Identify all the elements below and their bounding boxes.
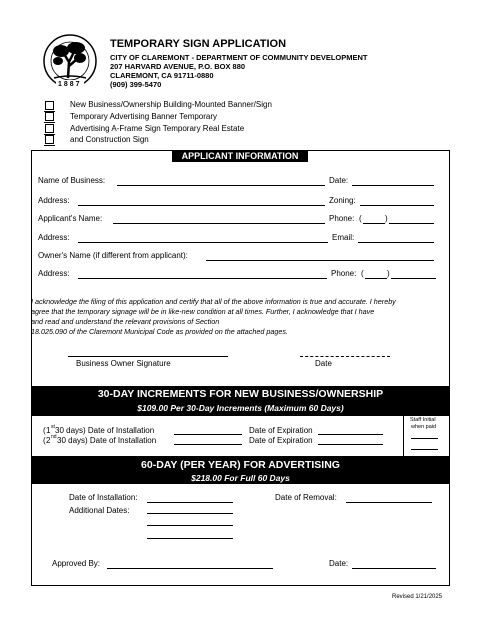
phone-paren-close: ) xyxy=(385,214,388,223)
row1-installation-field[interactable] xyxy=(174,434,242,435)
section-60day-header xyxy=(31,456,450,484)
approval-date-label: Date: xyxy=(329,559,349,568)
date-label: Date: xyxy=(329,176,349,185)
address2-label: Address: xyxy=(38,233,70,242)
row1-installation-label: 30 days) Date of Installation xyxy=(55,426,155,435)
staff-when-paid-label: when paid xyxy=(411,424,437,430)
revision-note: Revised 1/21/2025 xyxy=(392,594,443,600)
option-label-4: and Construction Sign xyxy=(70,135,149,144)
phone-label: Phone: xyxy=(329,214,355,223)
address3-label: Address: xyxy=(38,269,70,278)
phone2-paren-close: ) xyxy=(387,269,390,278)
row2-paren: ( xyxy=(43,436,46,445)
section-30day-title: 30-DAY INCREMENTS FOR NEW BUSINESS/OWNERSHIP xyxy=(97,388,384,400)
area-code-field[interactable] xyxy=(363,223,385,224)
phone2-paren-open: ( xyxy=(361,269,364,278)
option-checkbox-1[interactable] xyxy=(45,101,54,110)
acknowledgement-line-4: 18.025.090 of the Claremont Municipal Code as provided on the attached pages. xyxy=(31,327,288,336)
section-30day-fee: $109.00 Per 30-Day Increments (Maximum 60 Days) xyxy=(137,402,344,413)
address-label: Address: xyxy=(38,196,70,205)
form-title: TEMPORARY SIGN APPLICATION xyxy=(110,38,287,50)
row2-expiration-label: Date of Expiration xyxy=(249,436,313,445)
acknowledgement-line-2: agree that the temporary signage will be in like-new condition at all times. Further, I acknowledge that I have xyxy=(31,307,375,316)
seal-year: 1887 xyxy=(58,81,82,88)
acknowledgement-line-3: and read and understand the relevant provisions of Section xyxy=(31,317,220,326)
owner-signature-label: Business Owner Signature xyxy=(76,359,171,368)
option-label-3: Advertising A-Frame Sign Temporary Real Estate xyxy=(70,124,245,133)
address3-field[interactable] xyxy=(78,278,327,279)
dept-line: CITY OF CLAREMONT - DEPARTMENT OF COMMUNITY DEVELOPMENT xyxy=(110,53,368,62)
address-field[interactable] xyxy=(78,205,325,206)
owner-name-field[interactable] xyxy=(206,260,434,261)
business-name-label: Name of Business: xyxy=(38,176,106,185)
address2-field[interactable] xyxy=(78,242,328,243)
city-line: CLAREMONT, CA 91711-0880 xyxy=(110,71,214,80)
area-code2-field[interactable] xyxy=(365,278,387,279)
option-label-2: Temporary Advertising Banner Temporary xyxy=(70,112,218,121)
city-seal xyxy=(38,34,102,92)
section-30day-header xyxy=(31,386,450,416)
signature-date-label: Date xyxy=(315,359,332,368)
phone2-label: Phone: xyxy=(331,269,357,278)
phone-field[interactable] xyxy=(389,223,434,224)
installation-date-field[interactable] xyxy=(147,502,233,503)
row2-installation-label: 30 days) Date of Installation xyxy=(57,436,157,445)
row1-paren: ( xyxy=(43,426,46,435)
acknowledgement-line-1: I acknowledge the filing of this application and certify that all of the above information is true and accurate. I hereby xyxy=(31,297,396,306)
address-line: 207 HARVARD AVENUE, P.O. BOX 880 xyxy=(110,62,246,71)
staff-initial-label: Staff Initial xyxy=(410,417,436,423)
approval-date-field[interactable] xyxy=(352,568,436,569)
owner-name-label: Owner's Name (if different from applicant): xyxy=(38,251,188,260)
applicant-name-label: Applicant's Name: xyxy=(38,214,103,223)
option-label-1: New Business/Ownership Building-Mounted Banner/Sign xyxy=(70,100,272,109)
row2-expiration-field[interactable] xyxy=(318,444,383,445)
row1-expiration-label: Date of Expiration xyxy=(249,426,313,435)
row2-ordinal-suffix: nd xyxy=(51,434,57,440)
email-field[interactable] xyxy=(358,242,434,243)
additional-date-field-3[interactable] xyxy=(147,538,233,539)
row1-ordinal-suffix: st xyxy=(51,424,55,430)
phone-paren-open: ( xyxy=(359,214,362,223)
section-60day-title: 60-DAY (PER YEAR) FOR ADVERTISING xyxy=(141,459,340,471)
row1-expiration-field[interactable] xyxy=(318,434,383,435)
option-checkbox-2[interactable] xyxy=(45,112,54,121)
row1-ordinal: 1 xyxy=(46,426,51,435)
option-checkbox-3[interactable] xyxy=(45,124,54,133)
staff-initial-field-1[interactable] xyxy=(411,438,438,439)
removal-date-field[interactable] xyxy=(346,502,432,503)
business-name-field[interactable] xyxy=(117,185,325,186)
staff-initial-field-2[interactable] xyxy=(411,449,438,450)
phone-line: (909) 399-5470 xyxy=(110,80,162,89)
applicant-name-field[interactable] xyxy=(113,223,325,224)
owner-signature-field[interactable] xyxy=(68,356,228,357)
date-field[interactable] xyxy=(352,185,434,186)
row2-ordinal: 2 xyxy=(46,436,51,445)
applicant-section-header: APPLICANT INFORMATION xyxy=(172,150,308,162)
additional-date-field-2[interactable] xyxy=(147,525,233,526)
phone2-field[interactable] xyxy=(391,278,436,279)
row2-installation-field[interactable] xyxy=(174,444,242,445)
email-label: Email: xyxy=(332,233,355,242)
section-60day-fee: $218.00 For Full 60 Days xyxy=(191,472,290,483)
approved-by-label: Approved By: xyxy=(52,559,101,568)
additional-dates-label: Additional Dates: xyxy=(69,506,130,515)
zoning-label: Zoning: xyxy=(329,196,356,205)
option-checkbox-4[interactable] xyxy=(45,135,54,144)
removal-date-label: Date of Removal: xyxy=(275,493,337,502)
signature-date-field[interactable] xyxy=(300,356,390,357)
installation-date-label: Date of Installation: xyxy=(69,493,138,502)
additional-date-field-1[interactable] xyxy=(147,513,233,514)
zoning-field[interactable] xyxy=(360,205,434,206)
approved-by-field[interactable] xyxy=(107,568,273,569)
